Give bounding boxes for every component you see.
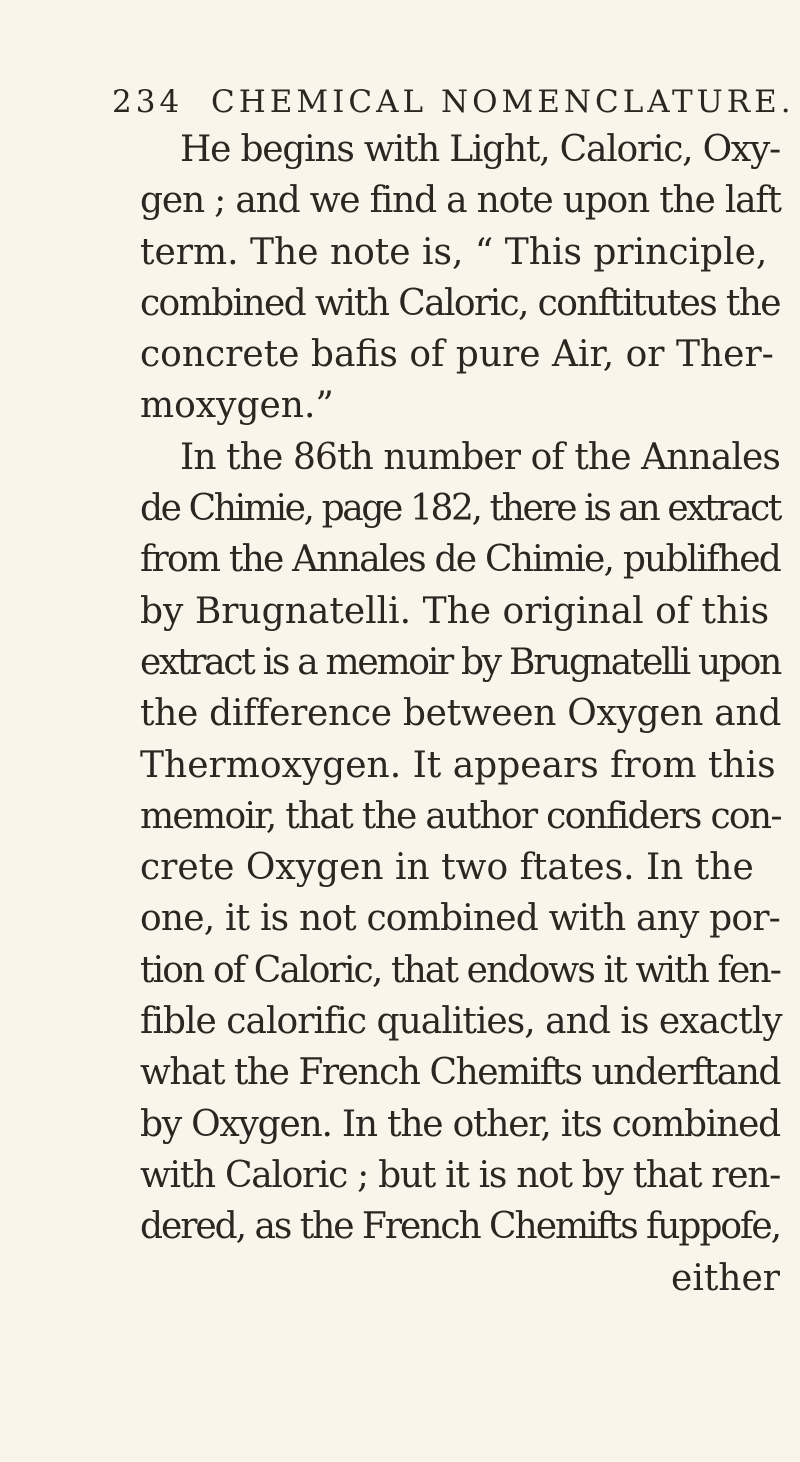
text-line: with Caloric ; but it is not by that ren-: [140, 1154, 781, 1196]
text-line: moxygen.”: [140, 385, 334, 427]
text-line: He begins with Light, Caloric, Oxy-: [180, 129, 780, 170]
catchword: either: [671, 1257, 780, 1299]
text-line: memoir, that the author confiders con-: [140, 795, 781, 837]
text-line: Thermoxygen. It appears from this: [140, 744, 776, 786]
text-line: In the 86th number of the Annales: [180, 436, 780, 478]
text-line: what the French Chemifts underftand: [140, 1052, 780, 1094]
text-line: de Chimie, page 182, there is an extract: [140, 488, 780, 530]
text-line: from the Annales de Chimie, publifhed: [140, 539, 781, 581]
running-head: [112, 84, 795, 120]
body-text: [140, 124, 780, 1304]
text-line: extract is a memoir by Brugnatelli upon: [140, 641, 780, 683]
text-line: dered, as the French Chemifts fuppofe,: [140, 1206, 780, 1248]
page-number: 234: [112, 84, 184, 120]
text-line: tion of Caloric, that endows it with fen-: [140, 949, 781, 991]
text-line: fible calorific qualities, and is exactly: [140, 1001, 782, 1043]
text-line: one, it is not combined with any por-: [140, 898, 780, 940]
running-title: CHEMICAL NOMENCLATURE.: [211, 84, 795, 120]
text-line: crete Oxygen in two ftates. In the: [140, 847, 754, 889]
text-line: by Brugnatelli. The original of this: [140, 590, 770, 632]
text-line: gen ; and we find a note upon the laft: [140, 180, 781, 222]
text-line: the difference between Oxygen and: [140, 693, 782, 735]
text-line: term. The note is, “ This principle,: [140, 231, 768, 273]
text-line: combined with Caloric, conftitutes the: [140, 282, 780, 324]
text-line: by Oxygen. In the other, its combined: [140, 1103, 780, 1145]
text-line: concrete bafis of pure Air, or Ther-: [140, 334, 774, 376]
